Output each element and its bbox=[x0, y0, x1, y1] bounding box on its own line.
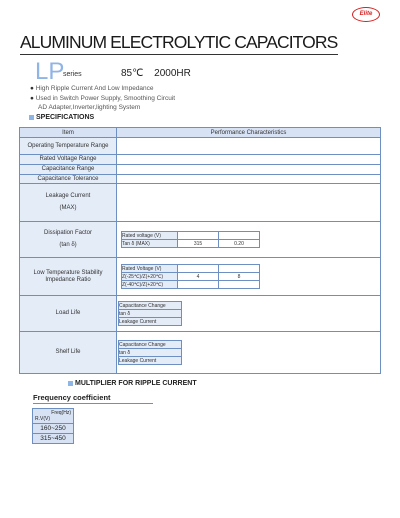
table-header-row bbox=[20, 128, 381, 138]
row-value bbox=[117, 175, 381, 184]
ripple-row bbox=[33, 424, 74, 434]
df-rated-voltage-label: Rated voltage (V) bbox=[122, 232, 178, 240]
table-row bbox=[20, 175, 381, 184]
row-label-capacitance-tolerance: Capacitance Tolerance bbox=[20, 175, 117, 184]
ripple-header-cell: Freq(Hz) R.V(V) bbox=[33, 409, 74, 424]
row-label-load-life: Load Life bbox=[20, 296, 117, 332]
row-value-low-temperature bbox=[117, 258, 381, 296]
table-row bbox=[20, 296, 381, 332]
bullet-icon: ● bbox=[30, 85, 36, 92]
square-bullet-icon bbox=[29, 115, 34, 120]
lt-value: 8 bbox=[219, 273, 260, 281]
table-row bbox=[20, 138, 381, 155]
load-life-subtable bbox=[118, 301, 182, 326]
table-row bbox=[20, 165, 381, 175]
title-underline bbox=[20, 54, 338, 55]
series-temperature: 85℃ bbox=[121, 68, 144, 79]
section-heading-specifications: SPECIFICATIONS bbox=[29, 114, 94, 121]
lt-row2-label: Z(-40℃)/Z(+20℃) bbox=[122, 281, 178, 289]
shelf-cap-change-label: Capacitance Change bbox=[119, 341, 182, 349]
row-label-low-temperature: Low Temperature Stability Impedance Ratio bbox=[20, 258, 117, 296]
row-value bbox=[117, 138, 381, 155]
row-label-operating-temperature: Operating Temperature Range bbox=[20, 138, 117, 155]
df-tan-max-label: Tan δ (MAX) bbox=[122, 240, 178, 248]
frequency-coefficient-label: Frequency coefficient bbox=[33, 393, 111, 402]
lt-row1-label: Z(-25℃)/Z(+20℃) bbox=[122, 273, 178, 281]
row-value-shelf-life bbox=[117, 332, 381, 374]
lt-subtable bbox=[121, 264, 260, 289]
bullet-icon: ● bbox=[30, 94, 36, 102]
ripple-row bbox=[33, 434, 74, 444]
df-value: 0.20 bbox=[219, 240, 260, 248]
shelf-tan-label: tan δ bbox=[119, 349, 182, 357]
lt-rated-voltage-label: Rated Voltage (V) bbox=[122, 265, 178, 273]
table-row bbox=[20, 222, 381, 258]
load-tan-label: tan δ bbox=[119, 310, 182, 318]
table-row bbox=[20, 258, 381, 296]
row-value-load-life bbox=[117, 296, 381, 332]
df-subtable bbox=[121, 231, 260, 248]
lt-value: 4 bbox=[178, 273, 219, 281]
df-value: 315 bbox=[178, 240, 219, 248]
page-title: ALUMINUM ELECTROLYTIC CAPACITORS bbox=[20, 32, 338, 52]
row-value bbox=[117, 155, 381, 165]
feature-item: ● Used in Switch Power Supply, Smoothing Circuit bbox=[30, 94, 176, 102]
series-life: 2000HR bbox=[154, 68, 191, 79]
table-row bbox=[20, 184, 381, 222]
row-value-dissipation bbox=[117, 222, 381, 258]
ripple-header-row bbox=[33, 409, 74, 424]
shelf-life-subtable bbox=[118, 340, 182, 365]
ripple-row-label: 315~450 bbox=[33, 434, 74, 444]
table-row bbox=[20, 332, 381, 374]
series-spec bbox=[121, 68, 191, 79]
load-cap-change-label: Capacitance Change bbox=[119, 302, 182, 310]
row-label-rated-voltage: Rated Voltage Range bbox=[20, 155, 117, 165]
row-label-dissipation-factor: Dissipation Factor (tan δ) bbox=[20, 222, 117, 258]
header-performance: Performance Characteristics bbox=[117, 128, 381, 138]
ripple-table bbox=[32, 408, 74, 444]
brand-logo: Elite bbox=[352, 7, 380, 22]
ripple-row-label: 160~250 bbox=[33, 424, 74, 434]
header-item: Item bbox=[20, 128, 117, 138]
specifications-table bbox=[19, 127, 381, 374]
ripple-divider bbox=[33, 403, 153, 404]
square-bullet-icon bbox=[68, 381, 73, 386]
series-code: LP bbox=[35, 58, 65, 85]
feature-list bbox=[30, 84, 175, 113]
section-heading-ripple: MULTIPLIER FOR RIPPLE CURRENT bbox=[68, 380, 197, 387]
row-label-capacitance-range: Capacitance Range bbox=[20, 165, 117, 175]
series-label: series bbox=[63, 71, 82, 78]
shelf-leakage-label: Leakage Current bbox=[119, 357, 182, 365]
row-value bbox=[117, 184, 381, 222]
row-value bbox=[117, 165, 381, 175]
row-label-shelf-life: Shelf Life bbox=[20, 332, 117, 374]
feature-item: AD Adapter,Inverter,lighting System bbox=[38, 104, 141, 111]
load-leakage-label: Leakage Current bbox=[119, 318, 182, 326]
table-row bbox=[20, 155, 381, 165]
feature-item: ● High Ripple Current And Low Impedance bbox=[30, 85, 154, 92]
row-label-leakage-current: Leakage Current (MAX) bbox=[20, 184, 117, 222]
